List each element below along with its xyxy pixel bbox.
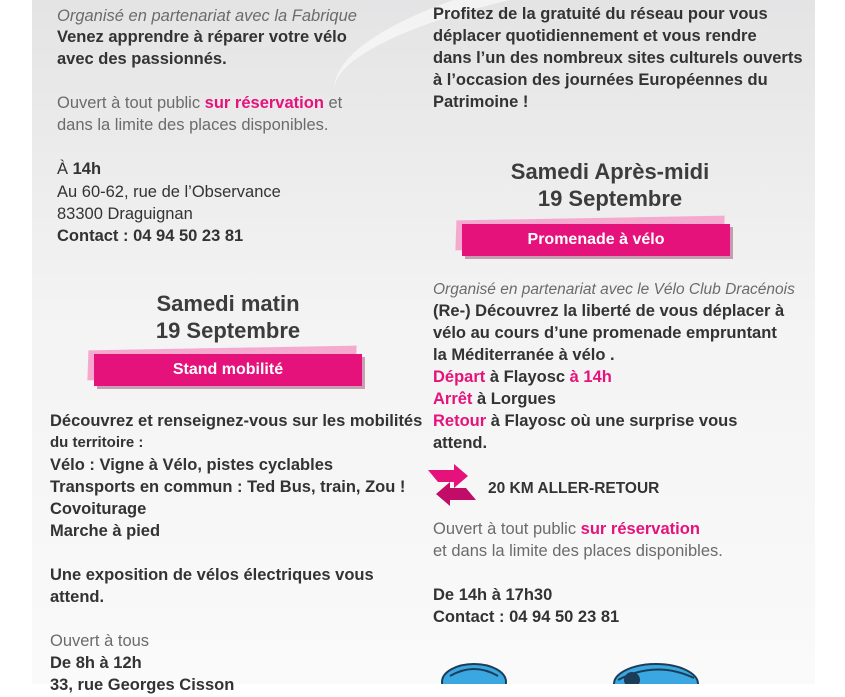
left-heading-line-1: Samedi matin: [156, 291, 300, 316]
time-prefix: À: [57, 160, 69, 178]
left-desc-line-2: du territoire :: [50, 434, 144, 451]
depart-line: [433, 367, 612, 389]
right-intro-line-2: déplacer quotidiennement et vous rendre: [433, 27, 757, 45]
promenade-banner: [458, 222, 730, 258]
left-expo-line-2: attend.: [50, 588, 105, 606]
retour-line-2: attend.: [433, 434, 488, 452]
right-reservation-highlight: sur réservation: [580, 520, 700, 538]
stand-mobilite-banner: [90, 352, 362, 388]
left-contact: Contact : 04 94 50 23 81: [57, 227, 244, 245]
left-address-line-1: Au 60-62, rue de l’Observance: [57, 183, 281, 201]
reservation-highlight: sur réservation: [204, 94, 324, 112]
time-value: 14h: [72, 160, 102, 178]
cyclist-helmet-icon: [436, 656, 726, 684]
distance-label: 20 KM ALLER-RETOUR: [488, 480, 660, 497]
retour-line: [433, 411, 737, 433]
right-open-prefix: Ouvert à tout public: [433, 520, 577, 538]
promenade-label: Promenade à vélo: [462, 224, 730, 256]
right-hours-value: 14h à 17h30: [458, 586, 553, 604]
arret-text: à Lorgues: [477, 390, 556, 408]
open-prefix: Ouvert à tout public: [57, 94, 201, 112]
left-item-2: Transports en commun : Ted Bus, train, Zou !: [50, 478, 406, 496]
right-heading: [480, 158, 740, 212]
right-intro-line-1: Profitez de la gratuité du réseau pour vous: [433, 5, 768, 23]
retour-label: Retour: [433, 412, 487, 430]
left-item-1: Vélo : Vigne à Vélo, pistes cyclables: [50, 456, 334, 474]
round-trip-arrows-icon: [424, 462, 480, 508]
left-intro-line-1: Venez apprendre à réparer votre vélo: [57, 28, 347, 46]
arret-label: Arrêt: [433, 390, 473, 408]
left-hours: [50, 653, 142, 675]
right-contact: Contact : 04 94 50 23 81: [433, 608, 620, 626]
right-intro-line-4: à l’occasion des journées Européennes du: [433, 71, 768, 89]
left-address-cut: 33, rue Georges Cisson: [50, 676, 235, 694]
left-expo-line-1: Une exposition de vélos électriques vous: [50, 566, 374, 584]
left-open-all: Ouvert à tous: [50, 632, 150, 650]
left-partner-line: Organisé en partenariat avec la Fabrique: [57, 7, 357, 25]
depart-time: à 14h: [569, 368, 612, 386]
right-hours: [433, 585, 552, 607]
left-time-line: [57, 159, 101, 181]
stand-mobilite-label: Stand mobilité: [94, 354, 362, 386]
left-heading: [118, 290, 338, 344]
depart-text: à Flayosc: [489, 368, 566, 386]
left-desc-line-1: Découvrez et renseignez-vous sur les mobilités: [50, 412, 423, 430]
left-open-line: [57, 93, 342, 115]
hours-value: 8h à 12h: [75, 654, 142, 672]
left-open-line-2: dans la limite des places disponibles.: [57, 116, 329, 134]
right-open-line-2: et dans la limite des places disponibles.: [433, 542, 723, 560]
right-heading-line-1: Samedi Après-midi: [510, 159, 710, 184]
right-open-line: [433, 519, 700, 541]
right-intro-line-5: Patrimoine !: [433, 93, 529, 111]
right-intro-line-3: dans l’un des nombreux sites culturels ouverts: [433, 49, 803, 67]
hours-prefix: De: [50, 654, 72, 672]
left-heading-line-2: 19 Septembre: [155, 318, 301, 343]
left-item-4: Marche à pied: [50, 522, 161, 540]
left-intro-line-2: avec des passionnés.: [57, 50, 227, 68]
right-desc-line-1: (Re-) Découvrez la liberté de vous déplacer à: [433, 302, 785, 320]
right-partner-line: Organisé en partenariat avec le Vélo Club Dracénois: [433, 281, 795, 298]
depart-label: Départ: [433, 368, 486, 386]
left-item-3: Covoiturage: [50, 500, 147, 518]
open-suffix: et: [328, 94, 343, 112]
arret-line: [433, 389, 556, 411]
right-desc-line-3: la Méditerranée à vélo .: [433, 346, 615, 364]
right-desc-line-2: vélo au cours d’une promenade empruntant: [433, 324, 777, 342]
right-heading-line-2: 19 Septembre: [537, 186, 683, 211]
retour-text: à Flayosc où une surprise vous: [490, 412, 738, 430]
left-address-line-2: 83300 Draguignan: [57, 205, 193, 223]
right-hours-prefix: De: [433, 586, 455, 604]
